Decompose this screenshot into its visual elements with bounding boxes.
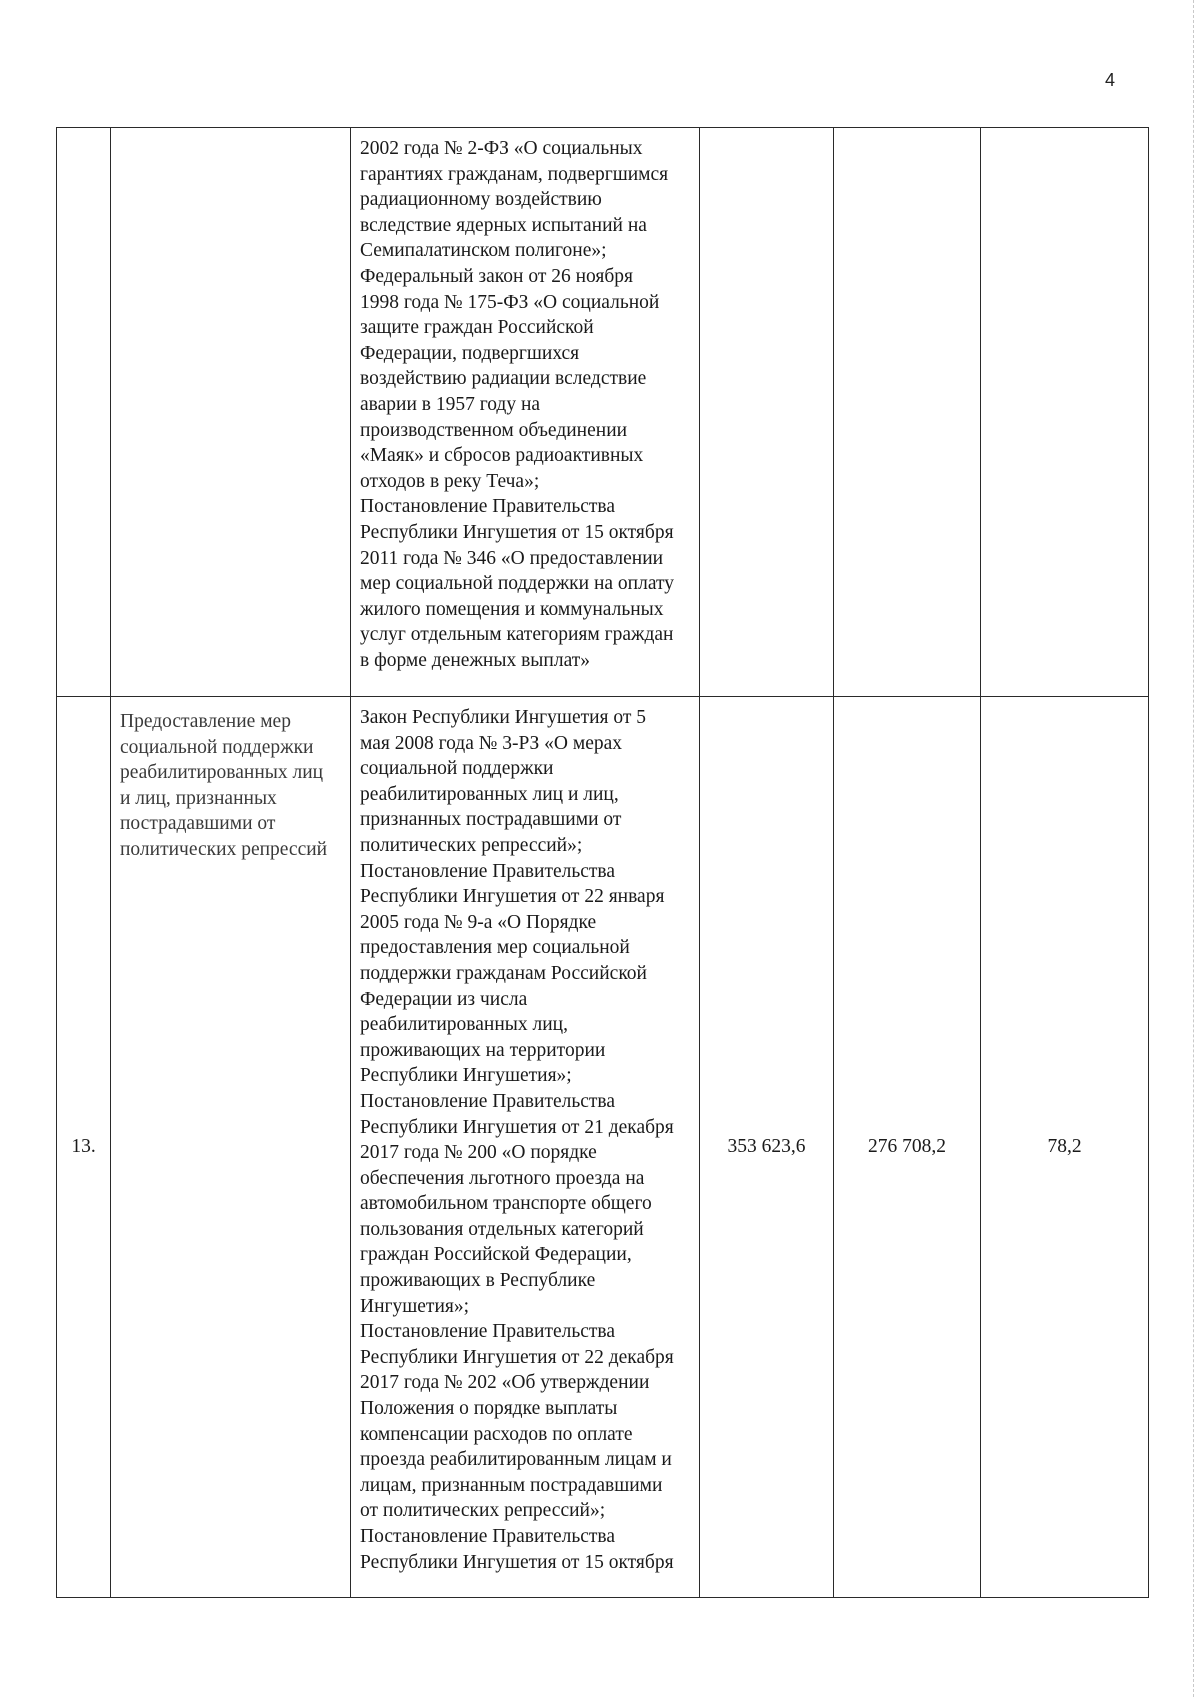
legal-basis-cell bbox=[351, 697, 700, 1598]
legal-basis-line: «Маяк» и сбросов радиоактивных bbox=[360, 445, 644, 467]
legal-basis-line: Постановление Правительства bbox=[360, 1090, 616, 1112]
legal-basis-line: от политических репрессий»; bbox=[360, 1500, 606, 1522]
legal-basis-line: 2017 года № 202 «Об утверждении bbox=[360, 1372, 650, 1394]
measure-name-line: Предоставление мер bbox=[120, 711, 291, 732]
legal-basis-line: Положения о порядке выплаты bbox=[360, 1398, 618, 1420]
legal-basis-line: Постановление Правительства bbox=[360, 860, 616, 882]
legal-basis-line: отходов в реку Теча»; bbox=[360, 470, 540, 492]
measure-name-line: и лиц, признанных bbox=[120, 787, 277, 809]
legal-basis-line: Постановление Правительства bbox=[360, 1526, 616, 1547]
legal-basis-line: признанных пострадавшими от bbox=[360, 809, 622, 831]
legal-basis-line: Республики Ингушетия»; bbox=[360, 1065, 572, 1087]
scan-edge-line bbox=[1193, 0, 1194, 1697]
legal-basis-line: радиационному воздействию bbox=[360, 189, 602, 211]
legal-basis-line: жилого помещения и коммунальных bbox=[360, 598, 664, 620]
legal-basis-line: гарантиях гражданам, подвергшимся bbox=[360, 163, 669, 185]
measure-name-line: политических репрессий bbox=[120, 838, 328, 860]
legal-basis-line: в форме денежных выплат» bbox=[360, 649, 590, 671]
measure-name-cell bbox=[111, 128, 351, 697]
measure-name-line: социальной поддержки bbox=[120, 736, 314, 758]
legal-basis-line: поддержки гражданам Российской bbox=[360, 962, 647, 984]
row-number-cell bbox=[57, 128, 111, 697]
measure-name-cell bbox=[111, 697, 351, 1598]
legal-basis-line: компенсации расходов по оплате bbox=[360, 1423, 633, 1445]
legal-basis-line: Республики Ингушетия от 15 октября bbox=[360, 1551, 674, 1573]
legal-basis-line: Республики Ингушетия от 22 декабря bbox=[360, 1346, 674, 1368]
legal-basis-line: Республики Ингушетия от 15 октября bbox=[360, 521, 674, 543]
row-number: 13. bbox=[71, 1136, 96, 1158]
legal-basis-line: услуг отдельным категориям граждан bbox=[360, 624, 674, 646]
measure-name-line: пострадавшими от bbox=[120, 813, 276, 835]
value-3: 78,2 bbox=[1047, 1136, 1082, 1158]
legal-basis-cell bbox=[351, 128, 700, 697]
legal-basis-line: реабилитированных лиц, bbox=[360, 1014, 568, 1036]
legal-basis-line: мая 2008 года № 3-РЗ «О мерах bbox=[360, 732, 623, 754]
legal-basis-line: проезда реабилитированным лицам и bbox=[360, 1449, 672, 1471]
value-1-cell bbox=[700, 128, 834, 697]
legal-basis-line: Федеральный закон от 26 ноября bbox=[360, 265, 634, 287]
legal-basis-line: Семипалатинском полигоне»; bbox=[360, 240, 607, 262]
page-number: 4 bbox=[1104, 70, 1115, 90]
value-2: 276 708,2 bbox=[868, 1136, 946, 1158]
legal-basis-line: Федерации, подвергшихся bbox=[360, 342, 580, 364]
value-1: 353 623,6 bbox=[727, 1136, 806, 1158]
value-3-cell bbox=[981, 697, 1149, 1598]
legal-basis-line: защите граждан Российской bbox=[360, 317, 594, 339]
legal-basis-line: 2017 года № 200 «О порядке bbox=[360, 1142, 597, 1164]
table-row bbox=[57, 128, 1149, 697]
legal-basis-line: 2005 года № 9-а «О Порядке bbox=[360, 911, 597, 933]
legal-basis-line: предоставления мер социальной bbox=[360, 937, 630, 959]
value-1-cell bbox=[700, 697, 834, 1598]
legal-basis-line: производственном объединении bbox=[360, 419, 628, 441]
legal-basis-line: воздействию радиации вследствие bbox=[360, 368, 647, 390]
legal-basis-line: граждан Российской Федерации, bbox=[360, 1244, 632, 1266]
legal-basis-line: Федерации из числа bbox=[360, 988, 528, 1010]
legal-basis-line: реабилитированных лиц и лиц, bbox=[360, 783, 619, 805]
legal-basis-line: 1998 года № 175-ФЗ «О социальной bbox=[360, 291, 660, 313]
legal-basis-line: 2002 года № 2-ФЗ «О социальных bbox=[360, 138, 643, 159]
legal-basis-line: 2011 года № 346 «О предоставлении bbox=[360, 547, 664, 569]
legal-basis-line: политических репрессий»; bbox=[360, 834, 583, 856]
table-row bbox=[57, 697, 1149, 1598]
legal-basis-line: Постановление Правительства bbox=[360, 496, 616, 518]
value-2-cell bbox=[834, 697, 981, 1598]
legal-basis-line: проживающих в Республике bbox=[360, 1270, 596, 1292]
legal-basis-line: вследствие ядерных испытаний на bbox=[360, 214, 647, 236]
legal-basis-line: мер социальной поддержки на оплату bbox=[360, 573, 675, 595]
legal-basis-line: обеспечения льготного проезда на bbox=[360, 1167, 645, 1189]
value-2-cell bbox=[834, 128, 981, 697]
value-3-cell bbox=[981, 128, 1149, 697]
legal-basis-line: автомобильном транспорте общего bbox=[360, 1193, 652, 1215]
legal-basis-line: проживающих на территории bbox=[360, 1039, 606, 1061]
legal-basis-line: аварии в 1957 году на bbox=[360, 393, 541, 415]
row-number-cell bbox=[57, 697, 111, 1598]
measures-table bbox=[56, 127, 1149, 1598]
legal-basis-line: Постановление Правительства bbox=[360, 1321, 616, 1343]
legal-basis-line: пользования отдельных категорий bbox=[360, 1218, 644, 1240]
legal-basis-line: Закон Республики Ингушетия от 5 bbox=[360, 707, 647, 728]
legal-basis-line: Республики Ингушетия от 22 января bbox=[360, 886, 665, 908]
legal-basis-line: Республики Ингушетия от 21 декабря bbox=[360, 1116, 674, 1138]
legal-basis-line: лицам, признанным пострадавшими bbox=[360, 1474, 663, 1496]
measure-name-line: реабилитированных лиц bbox=[120, 762, 324, 784]
legal-basis-line: Ингушетия»; bbox=[360, 1295, 470, 1317]
legal-basis-line: социальной поддержки bbox=[360, 758, 554, 780]
